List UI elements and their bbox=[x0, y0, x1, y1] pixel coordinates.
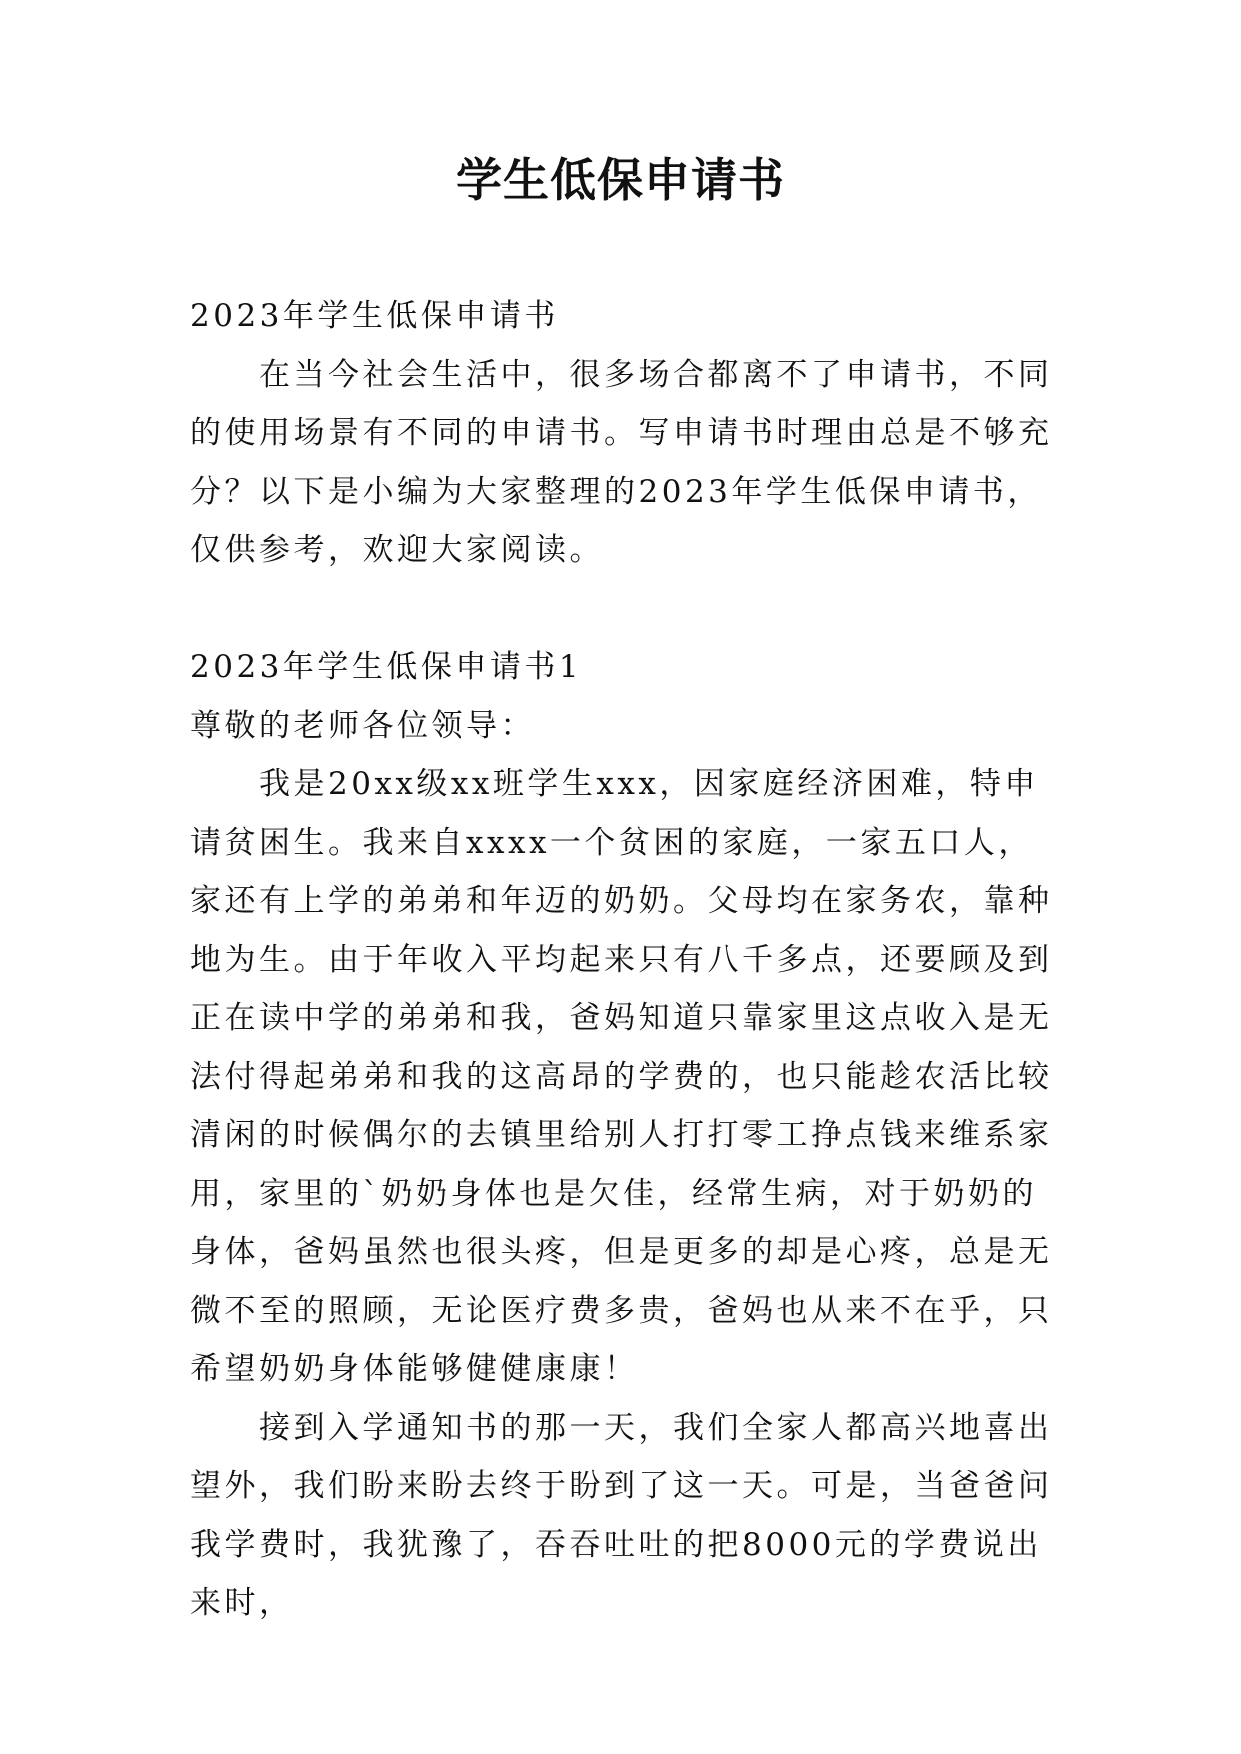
body-paragraph-1: 我是20xx级xx班学生xxx，因家庭经济困难，特申请贫困生。我来自xxxx一个贫困的家庭，一家五口人，家还有上学的弟弟和年迈的奶奶。父母均在家务农，靠种地为生。由于年收入平均起来只有八千多点，还要顾及到正在读中学的弟弟和我，爸妈知道只靠家里这点收入是无法付得起弟弟和我的这高昂的学费的，也只能趁农活比较清闲的时候偶尔的去镇里给别人打打零工挣点钱来维系家用，家里的`奶奶身体也是欠佳，经常生病，对于奶奶的身体，爸妈虽然也很头疼，但是更多的却是心疼，总是无微不至的照顾，无论医疗费多贵，爸妈也从来不在乎，只希望奶奶身体能够健健康康！ bbox=[190, 766, 1053, 1387]
body-paragraph-2: 接到入学通知书的那一天，我们全家人都高兴地喜出望外，我们盼来盼去终于盼到了这一天。可是，当爸爸问我学费时，我犹豫了，吞吞吐吐的把8000元的学费说出来时， bbox=[190, 1409, 1053, 1621]
section-heading: 2023年学生低保申请书1 bbox=[190, 649, 583, 685]
intro-heading: 2023年学生低保申请书 bbox=[190, 298, 559, 334]
document-title: 学生低保申请书 bbox=[456, 153, 785, 207]
section-spacer bbox=[190, 580, 1056, 639]
salutation: 尊敬的老师各位领导： bbox=[190, 707, 535, 744]
intro-paragraph: 在当今社会生活中，很多场合都离不了申请书，不同的使用场景有不同的申请书。写申请书时理由总是不够充分？以下是小编为大家整理的2023年学生低保申请书，仅供参考，欢迎大家阅读。 bbox=[190, 356, 1053, 568]
document-body bbox=[190, 287, 1056, 1633]
